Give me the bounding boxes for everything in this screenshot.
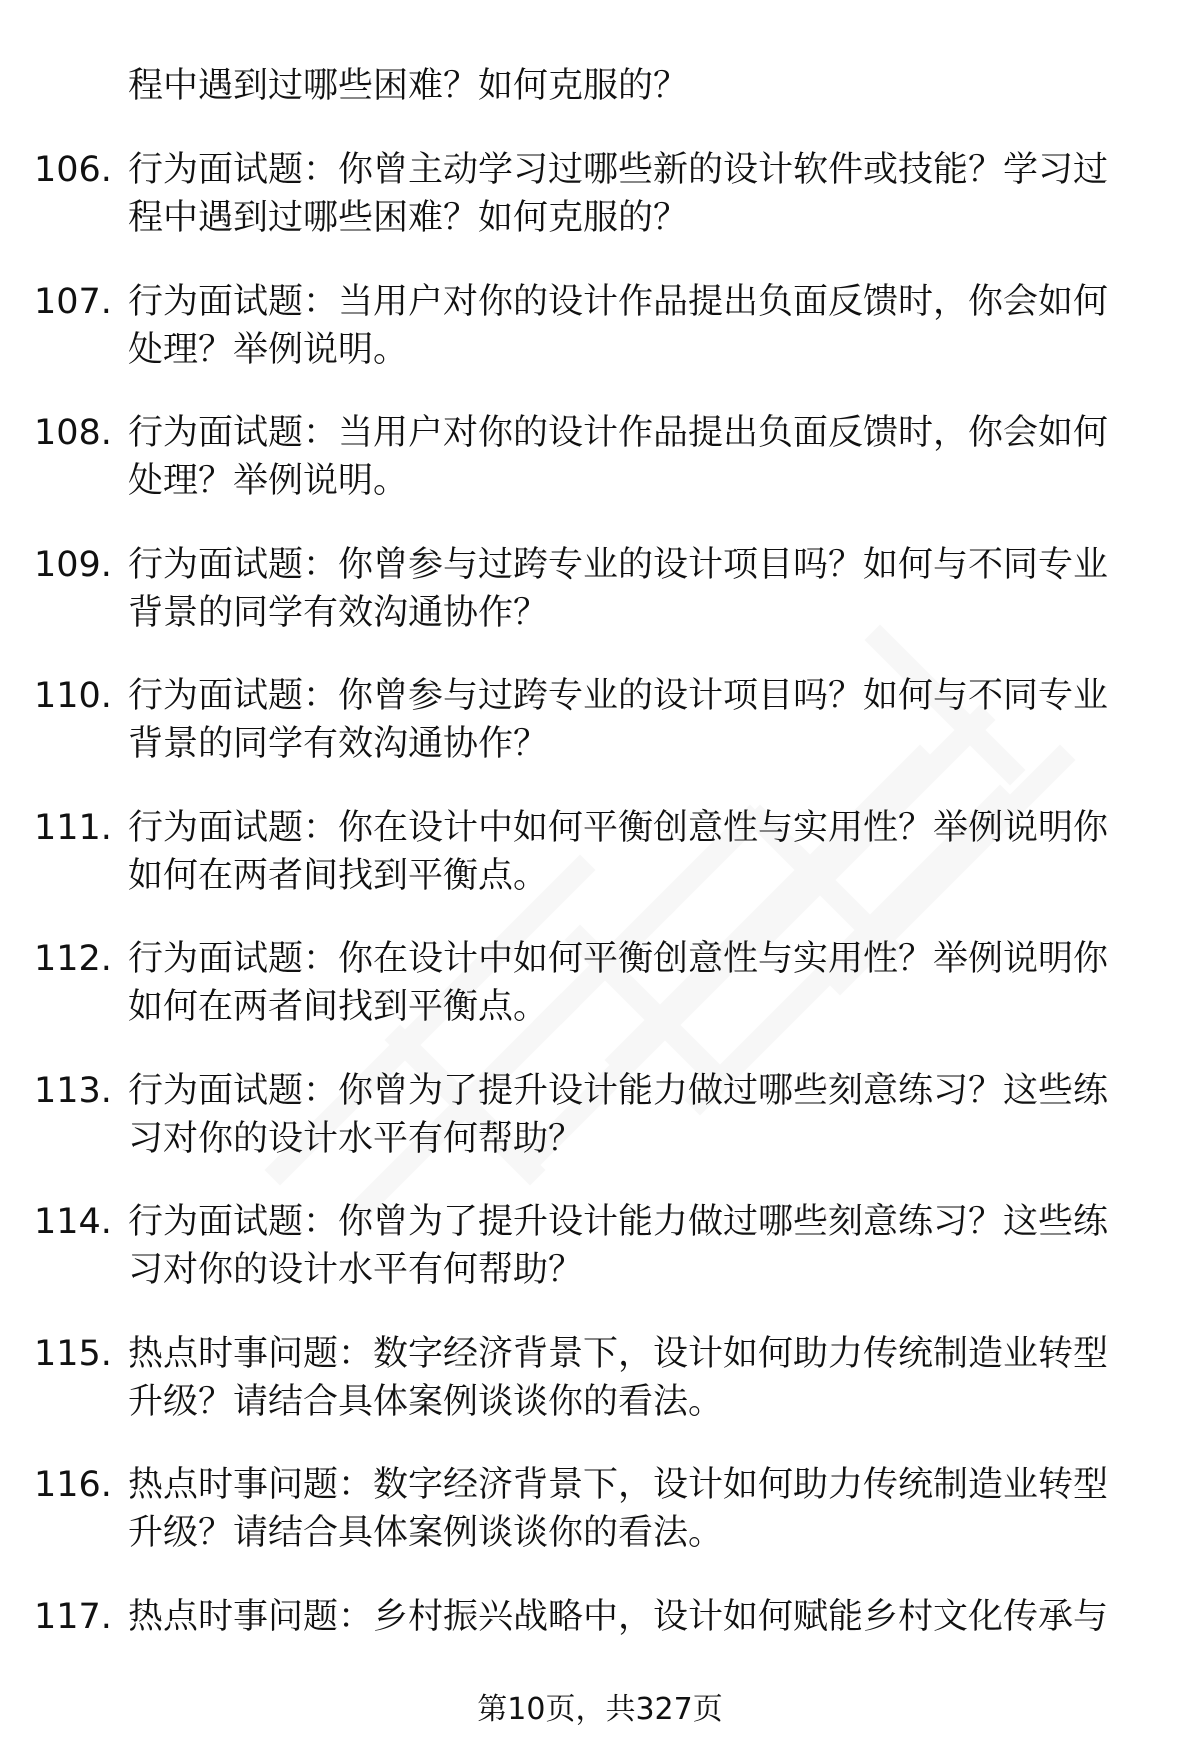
question-text: 行为面试题：你曾主动学习过哪些新的设计软件或技能？学习过	[128, 150, 1109, 190]
question-text: 热点时事问题：数字经济背景下，设计如何助力传统制造业转型	[128, 1465, 1109, 1505]
question-text: 习对你的设计水平有何帮助？	[128, 1250, 584, 1290]
question-text: 习对你的设计水平有何帮助？	[128, 1118, 584, 1159]
list-item	[0, 1198, 1200, 1330]
list-item	[0, 409, 1200, 541]
list-item	[0, 146, 1200, 278]
question-text: 背景的同学有效沟通协作？	[128, 724, 549, 764]
list-item	[0, 1067, 1200, 1199]
list-item	[0, 804, 1200, 936]
question-text: 行为面试题：你曾为了提升设计能力做过哪些刻意练习？这些练	[128, 1202, 1109, 1242]
question-number: 108.	[34, 413, 112, 453]
list-item	[0, 935, 1200, 1067]
question-number: 109.	[34, 544, 112, 585]
question-number: 113.	[34, 1070, 112, 1111]
question-text: 行为面试题：你曾参与过跨专业的设计项目吗？如何与不同专业	[128, 544, 1109, 585]
question-text: 程中遇到过哪些困难？如何克服的？	[128, 198, 689, 238]
list-item	[0, 541, 1200, 673]
question-number: 114.	[34, 1202, 112, 1242]
question-text: 如何在两者间找到平衡点。	[128, 855, 549, 896]
question-number: 115.	[34, 1333, 112, 1374]
question-text: 行为面试题：当用户对你的设计作品提出负面反馈时，你会如何	[128, 281, 1109, 322]
question-text: 行为面试题：你曾参与过跨专业的设计项目吗？如何与不同专业	[128, 676, 1109, 716]
question-text: 如何在两者间找到平衡点。	[128, 987, 549, 1027]
question-text: 升级？请结合具体案例谈谈你的看法。	[128, 1513, 724, 1553]
page-footer: 第10页，共327页	[477, 1692, 723, 1727]
question-number: 106.	[34, 150, 112, 190]
question-text: 处理？举例说明。	[128, 329, 409, 370]
list-item	[0, 278, 1200, 410]
question-number: 112.	[34, 939, 112, 979]
list-item	[0, 672, 1200, 804]
question-text: 处理？举例说明。	[128, 461, 409, 501]
question-list	[0, 146, 1200, 1724]
question-text: 背景的同学有效沟通协作？	[128, 592, 549, 633]
question-text: 升级？请结合具体案例谈谈你的看法。	[128, 1381, 724, 1422]
question-number: 117.	[34, 1596, 112, 1637]
question-text: 行为面试题：你曾为了提升设计能力做过哪些刻意练习？这些练	[128, 1070, 1109, 1111]
question-number: 111.	[34, 807, 112, 848]
question-text: 行为面试题：当用户对你的设计作品提出负面反馈时，你会如何	[128, 413, 1109, 453]
question-text: 热点时事问题：数字经济背景下，设计如何助力传统制造业转型	[128, 1333, 1109, 1374]
question-number: 110.	[34, 676, 112, 716]
list-item	[0, 1461, 1200, 1593]
question-text: 行为面试题：你在设计中如何平衡创意性与实用性？举例说明你	[128, 939, 1109, 979]
continuation-line: 程中遇到过哪些困难？如何克服的？	[128, 66, 689, 106]
question-number: 116.	[34, 1465, 112, 1505]
question-text: 热点时事问题：乡村振兴战略中，设计如何赋能乡村文化传承与	[128, 1596, 1109, 1637]
question-text: 行为面试题：你在设计中如何平衡创意性与实用性？举例说明你	[128, 807, 1109, 848]
question-number: 107.	[34, 281, 112, 322]
list-item	[0, 1330, 1200, 1462]
